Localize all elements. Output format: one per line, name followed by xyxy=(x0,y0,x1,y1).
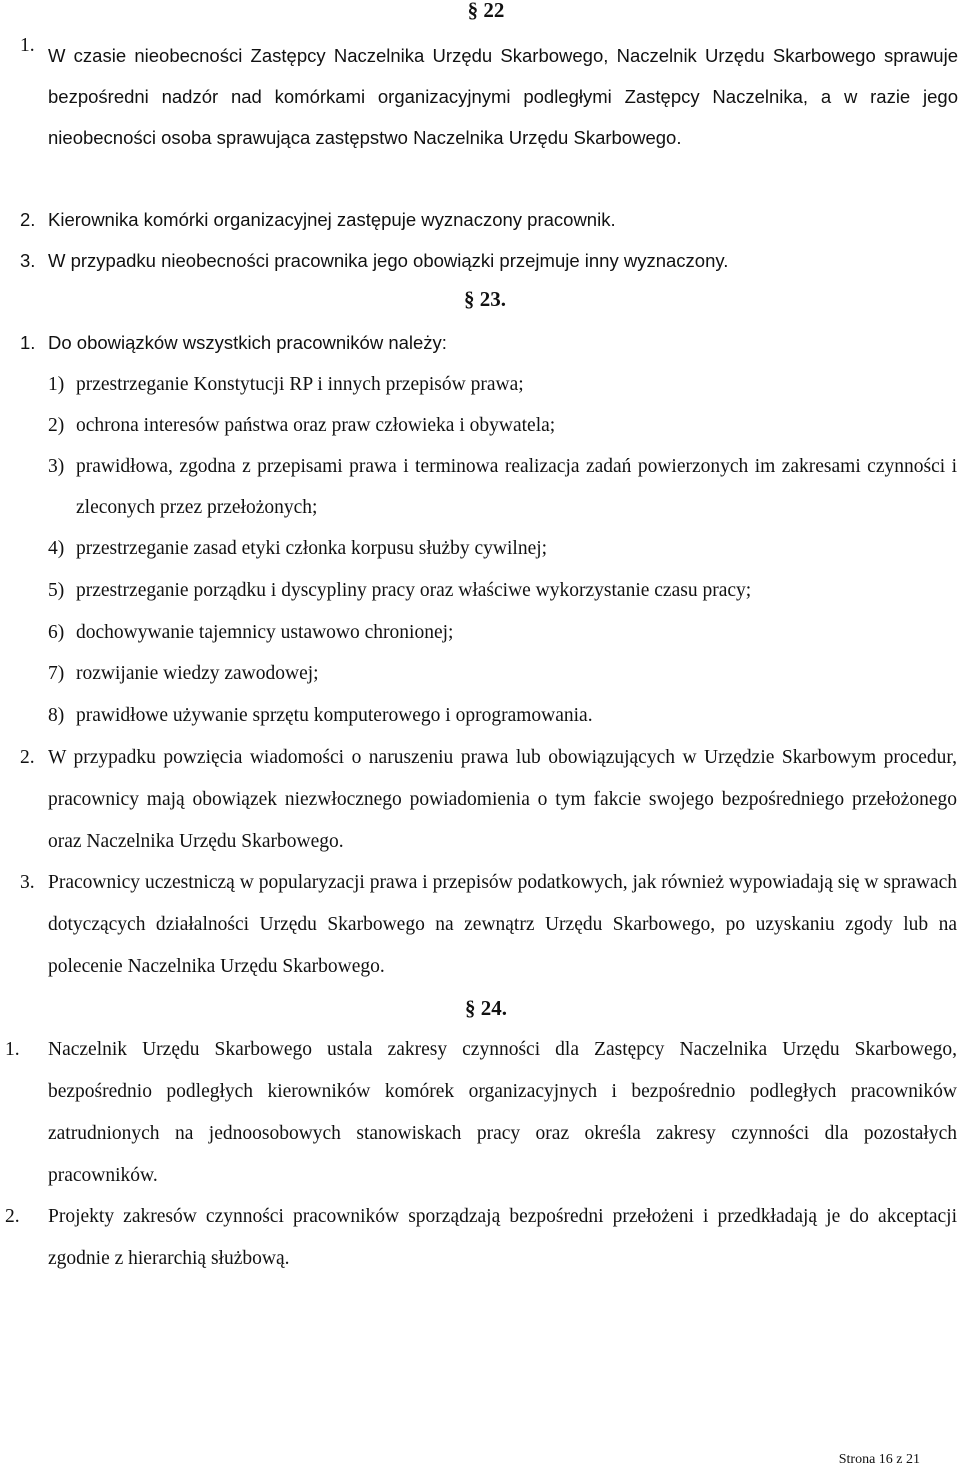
list-item-number: 6) xyxy=(48,622,65,643)
paragraph-text: Projekty zakresów czynności pracowników sporządzają bezpośredni przełożeni i przedkładają je do akceptacji zgodnie z hierarchią służbową. xyxy=(48,1206,957,1269)
list-item-number: 7) xyxy=(48,663,65,684)
paragraph-text: Pracownicy uczestniczą w popularyzacji prawa i przepisów podatkowych, jak również wypowiadają się w sprawach dotyczących działalności Urzędu Skarbowego na zewnątrz Urzędu Skarbowego, po uzyskaniu zgody lub na polecenie Naczelnika Urzędu Skarbowego. xyxy=(48,872,957,977)
paragraph-text: Do obowiązków wszystkich pracowników należy: xyxy=(48,332,447,353)
page-number-footer: Strona 16 z 21 xyxy=(838,1452,920,1467)
paragraph-number: 2. xyxy=(20,747,35,768)
list-item-number: 5) xyxy=(48,580,65,601)
list-item-number: 1) xyxy=(48,374,65,395)
list-item-text: rozwijanie wiedzy zawodowej; xyxy=(76,663,319,684)
paragraph-number: 1. xyxy=(20,332,36,353)
list-item-text: przestrzeganie porządku i dyscypliny pracy oraz właściwe wykorzystanie czasu pracy; xyxy=(76,580,752,601)
list-item-text: prawidłowe używanie sprzętu komputerowego i oprogramowania. xyxy=(76,705,593,726)
list-item-text: przestrzeganie zasad etyki członka korpusu służby cywilnej; xyxy=(76,538,548,559)
list-item-text: dochowywanie tajemnicy ustawowo chronionej; xyxy=(76,622,454,643)
list-item-number: 3) xyxy=(48,456,65,477)
paragraph-number: 3. xyxy=(20,872,35,893)
paragraph-number: 2. xyxy=(20,209,36,230)
list-item-number: 8) xyxy=(48,705,65,726)
paragraph-text: Kierownika komórki organizacyjnej zastępuje wyznaczony pracownik. xyxy=(48,209,616,230)
paragraph-text: Naczelnik Urzędu Skarbowego ustala zakresy czynności dla Zastępcy Naczelnika Urzędu Skarbowego, bezpośrednio podległych kierowników komórek organizacyjnych i bezpośrednio podległych pracowników zatrudnionych na jednoosobowych stanowiskach pracy oraz określa zakresy czynności dla pozostałych pracowników. xyxy=(48,1039,957,1186)
list-item-text: ochrona interesów państwa oraz praw człowieka i obywatela; xyxy=(76,415,556,436)
paragraph-text: W przypadku powzięcia wiadomości o naruszeniu prawa lub obowiązujących w Urzędzie Skarbowym procedur, pracownicy mają obowiązek niezwłocznego powiadomienia o tym fakcie swojego bezpośredniego przełożonego oraz Naczelnika Urzędu Skarbowego. xyxy=(48,747,957,852)
paragraph-text: W czasie nieobecności Zastępcy Naczelnika Urzędu Skarbowego, Naczelnik Urzędu Skarbowego sprawuje bezpośredni nadzór nad komórkami organizacyjnymi podległymi Zastępcy Naczelnika, a w razie jego nieobecności osoba sprawująca zastępstwo Naczelnika Urzędu Skarbowego. xyxy=(48,45,958,148)
list-item-text: prawidłowa, zgodna z przepisami prawa i terminowa realizacja zadań powierzonych im zakresami czynności i zleconych przez przełożonych; xyxy=(76,456,957,518)
list-item-number: 4) xyxy=(48,538,65,559)
section-heading-24: § 24. xyxy=(465,996,507,1020)
section-heading-23: § 23. xyxy=(464,287,506,311)
paragraph-text: W przypadku nieobecności pracownika jego obowiązki przejmuje inny wyznaczony. xyxy=(48,250,729,271)
section-heading-22: § 22 xyxy=(467,0,505,22)
paragraph-number: 1. xyxy=(20,35,35,56)
list-item-text: przestrzeganie Konstytucji RP i innych przepisów prawa; xyxy=(76,374,524,395)
list-item-number: 2) xyxy=(48,415,65,436)
paragraph-number: 3. xyxy=(20,250,36,271)
paragraph-number: 2. xyxy=(5,1206,20,1227)
paragraph-number: 1. xyxy=(5,1039,20,1060)
